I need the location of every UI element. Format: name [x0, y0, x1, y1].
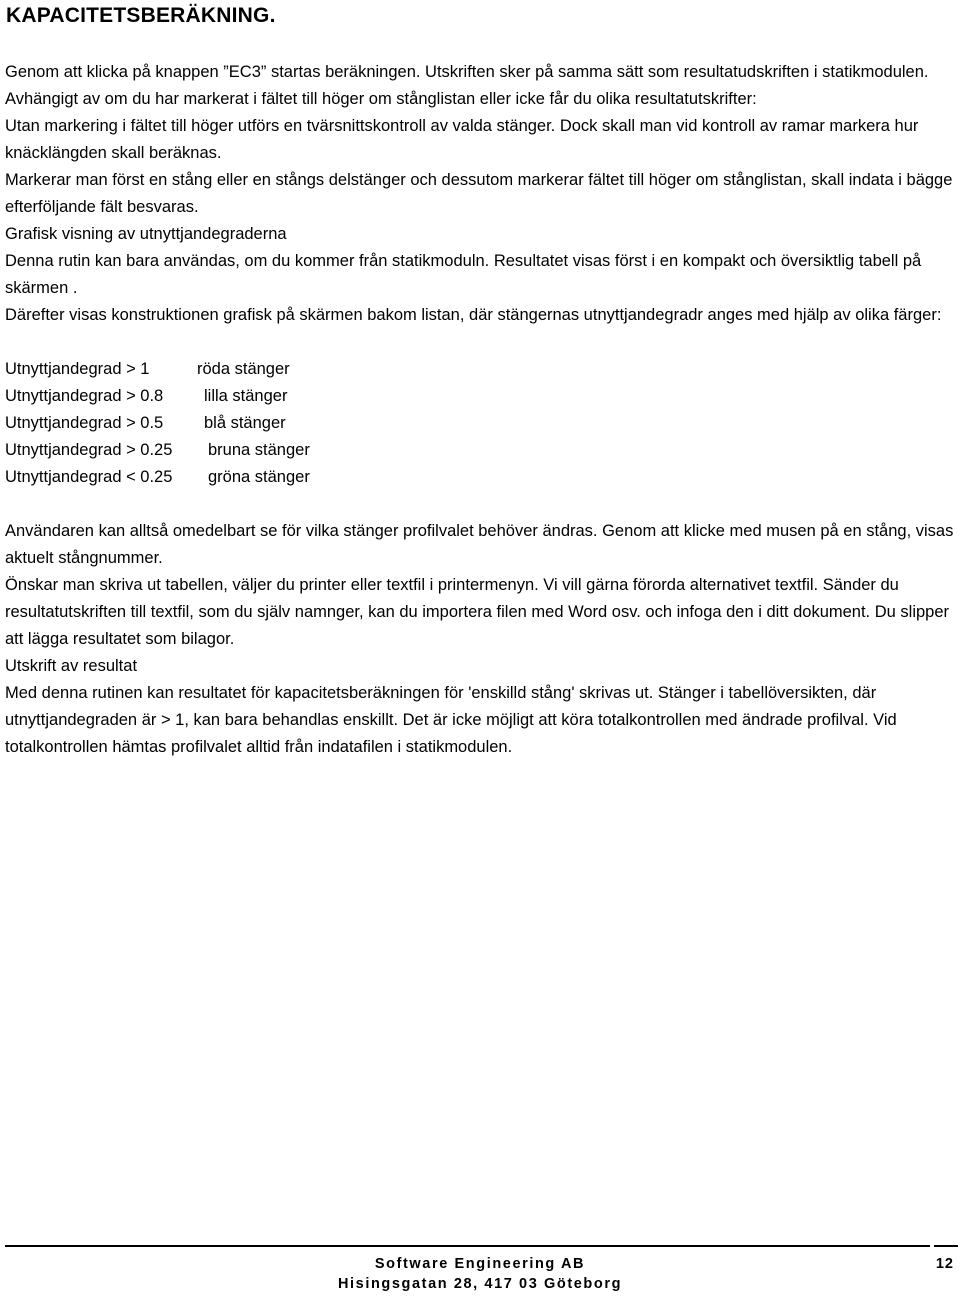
section-heading-graphic: Grafisk visning av utnyttjandegraderna [5, 225, 287, 243]
footer-rule-page [934, 1245, 958, 1247]
utilization-label: Utnyttjandegrad < 0.25 [5, 468, 173, 486]
paragraph-no-marking: Utan markering i fältet till höger utförs en tvärsnittskontroll av valda stänger. Dock skall man vid kontroll av ramar markera hur knäcklängden skall beräknas. [5, 117, 919, 162]
utilization-row [5, 383, 957, 410]
utilization-label: Utnyttjandegrad > 1 [5, 360, 150, 378]
paragraph-routine: Denna rutin kan bara användas, om du kommer från statikmoduln. Resultatet visas först i en kompakt och översiktlig tabell på skärmen . [5, 252, 922, 297]
utilization-color: gröna stänger [208, 468, 310, 486]
paragraph-intro: Genom att klicka på knappen ”EC3” startas beräkningen. Utskriften sker på samma sätt som resultatudskriften i statikmodulen. Avhängigt av om du har markerat i fältet till höger om stånglistan eller icke får du olika resultatutskrifter: [5, 63, 929, 108]
spacer [5, 329, 957, 356]
utilization-row [5, 356, 957, 383]
utilization-row [5, 437, 957, 464]
footer-address: Hisingsgatan 28, 417 03 Göteborg [337, 1276, 623, 1292]
section-heading-print: Utskrift av resultat [5, 657, 138, 675]
paragraph-print-routine: Med denna rutinen kan resultatet för kapacitetsberäkningen för 'enskilld stång' skrivas ut. Stänger i tabellöversikten, där utnyttjandegraden är > 1, kan bara behandlas enskillt. Det är icke möjligt att köra totalkontrollen med ändrade profilval. Vid totalkontrollen hämtas profilvalet alltid från indatafilen i statikmodulen. [5, 684, 897, 756]
utilization-row [5, 464, 957, 491]
paragraph-print: Önskar man skriva ut tabellen, väljer du printer eller textfil i printermenyn. Vi vill gärna förorda alternativet textfil. Sänder du resultatutskriften till textfil, som du själv namnger, kan du importera filen med Word osv. och infoga den i ditt dokument. Du slipper att lägga resultatet som bilagor. [5, 576, 950, 648]
utilization-row [5, 410, 957, 437]
document-body [5, 59, 957, 761]
spacer [5, 491, 957, 518]
utilization-list [5, 356, 957, 491]
utilization-color: bruna stänger [208, 441, 310, 459]
paragraph-user: Användaren kan alltså omedelbart se för vilka stänger profilvalet behöver ändras. Genom att klicke med musen på en stång, visas aktuelt stångnummer. [5, 522, 954, 567]
paragraph-marking: Markerar man först en stång eller en stångs delstänger och dessutom markerar fältet till höger om stånglistan, skall indata i bägge efterföljande fält besvaras. [5, 171, 953, 216]
page-title: KAPACITETSBERÄKNING. [6, 4, 276, 27]
footer-company: Software Engineering AB [374, 1256, 586, 1272]
utilization-color: lilla stänger [204, 387, 288, 405]
page-number: 12 [935, 1256, 954, 1272]
utilization-color: blå stänger [204, 414, 286, 432]
utilization-label: Utnyttjandegrad > 0.5 [5, 414, 164, 432]
utilization-color: röda stänger [197, 360, 290, 378]
footer-rule [5, 1245, 930, 1247]
paragraph-colors: Därefter visas konstruktionen grafisk på skärmen bakom listan, där stängernas utnyttjandegradr anges med hjälp av olika färger: [5, 306, 942, 324]
utilization-label: Utnyttjandegrad > 0.25 [5, 441, 173, 459]
utilization-label: Utnyttjandegrad > 0.8 [5, 387, 164, 405]
